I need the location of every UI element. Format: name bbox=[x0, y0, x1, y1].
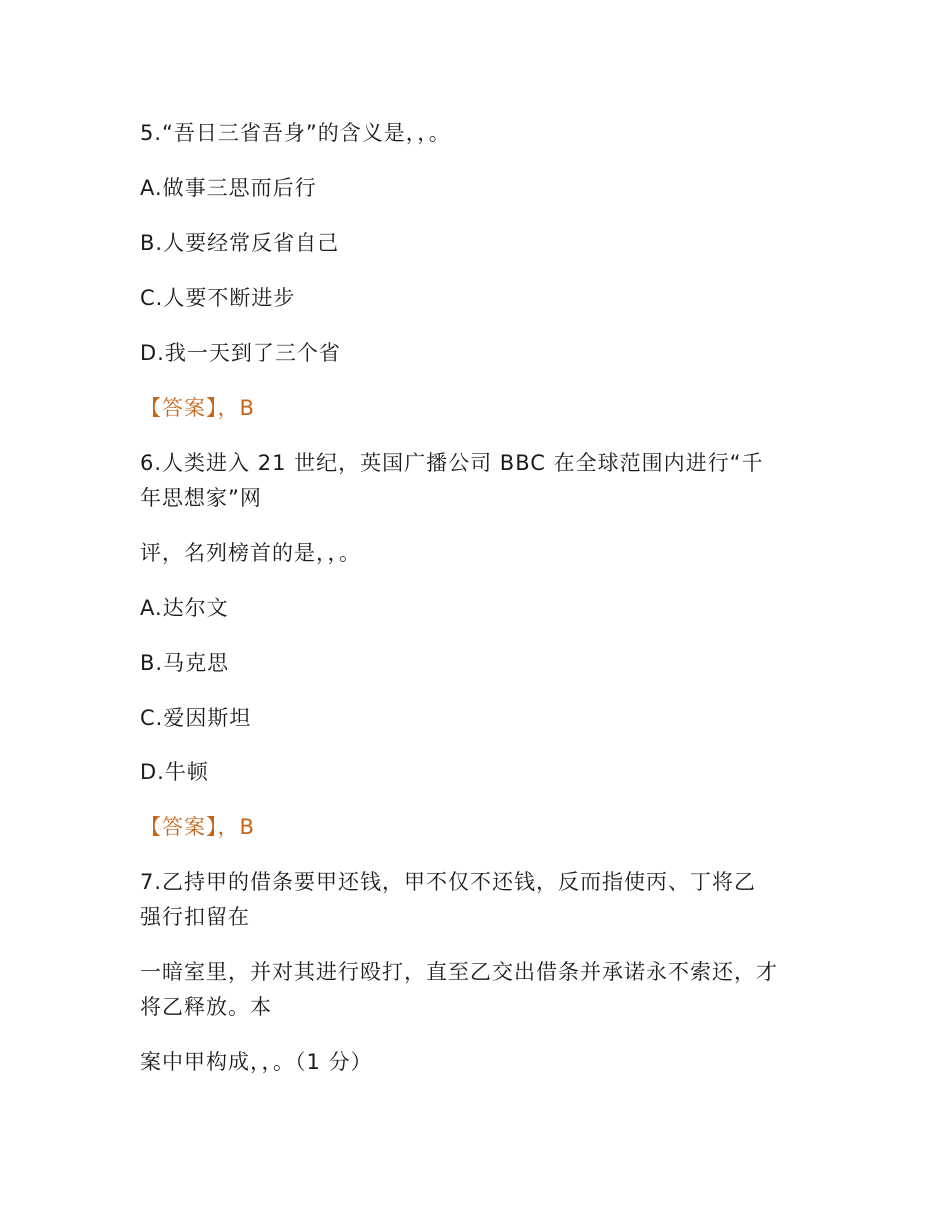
question-5-text: 5.“吾日三省吾身”的含义是，，。 bbox=[140, 121, 451, 145]
q6-option-c: C.爱因斯坦 bbox=[140, 706, 252, 730]
q6-option-d: D.牛顿 bbox=[140, 760, 209, 784]
q5-answer: 【答案】，B bbox=[140, 396, 255, 420]
question-6-line-2: 年思想家”网 bbox=[140, 486, 262, 510]
question-7-line-4: 将乙释放。本 bbox=[140, 995, 272, 1019]
q5-option-b: B.人要经常反省自己 bbox=[140, 231, 340, 255]
q6-answer: 【答案】，B bbox=[140, 815, 255, 839]
q5-option-c: C.人要不断进步 bbox=[140, 286, 296, 310]
question-7-line-5: 案中甲构成，，。（1 分） bbox=[140, 1050, 373, 1074]
question-6-line-3: 评，名列榜首的是，，。 bbox=[140, 541, 361, 565]
question-7-line-2: 强行扣留在 bbox=[140, 905, 250, 929]
q6-option-a: A.达尔文 bbox=[140, 596, 229, 620]
question-6-line-1: 6.人类进入 21 世纪，英国广播公司 BBC 在全球范围内进行“千 bbox=[140, 451, 764, 475]
q5-option-d: D.我一天到了三个省 bbox=[140, 341, 341, 365]
q6-option-b: B.马克思 bbox=[140, 651, 230, 675]
question-7-line-1: 7.乙持甲的借条要甲还钱，甲不仅不还钱，反而指使丙、丁将乙 bbox=[140, 870, 757, 894]
q5-option-a: A.做事三思而后行 bbox=[140, 176, 317, 200]
question-7-line-3: 一暗室里，并对其进行殴打，直至乙交出借条并承诺永不索还，才 bbox=[140, 960, 778, 984]
